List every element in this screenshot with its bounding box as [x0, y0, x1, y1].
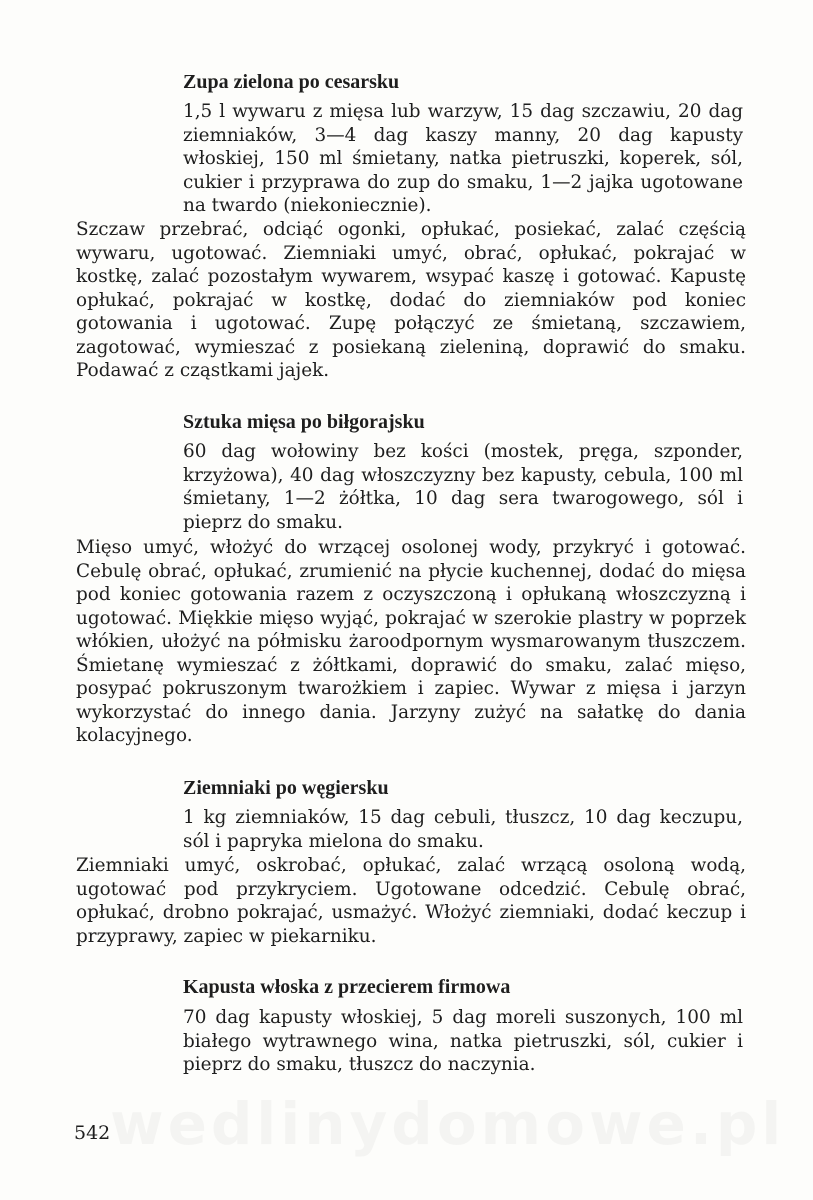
recipe-title-kapusta-wloska: Kapusta włoska z przecierem firmowa — [183, 976, 511, 998]
recipe-title-sztuka-miesa: Sztuka mięsa po biłgorajsku — [183, 411, 425, 433]
recipe-title-ziemniaki: Ziemniaki po węgiersku — [183, 777, 389, 799]
method-sztuka-miesa: Mięso umyć, włożyć do wrzącej osolonej wody, przykryć i gotować. Cebulę obrać, opłukać, zrumienić na płycie kuchennej, dodać do mięsa pod koniec gotowania razem z oczyszczoną i opłukaną włoszczyzną i ugotować. Miękkie mięso wyjąć, pokrajać w szerokie plastry w poprzek włókien, ułożyć na półmisku żaroodpornym wysmarowanym tłuszczem. Śmietanę wymieszać z żółtkami, doprawić do smaku, zalać mięso, posypać pokruszonym twarożkiem i zapiec. Wywar z mięsa i jarzyn wykorzystać do innego dania. Jarzyny zużyć na sałatkę do dania kolacyjnego. — [76, 537, 746, 746]
watermark — [110, 1090, 710, 1158]
method-zupa-zielona: Szczaw przebrać, odciąć ogonki, opłukać, posiekać, zalać częścią wywaru, ugotować. Ziemniaki umyć, obrać, opłukać, pokrajać w kostkę, zalać pozostałym wywarem, wsypać kaszę i gotować. Kapustę opłukać, pokrajać w kostkę, dodać do ziemniaków pod koniec gotowania i ugotować. Zupę połączyć ze śmietaną, szczawiem, zagotować, wymieszać z posiekaną zieleniną, doprawić do smaku. Podawać z cząstkami jajek. — [76, 219, 746, 381]
ingredients-sztuka-miesa: 60 dag wołowiny bez kości (mostek, pręga, szponder, krzyżowa), 40 dag włoszczyzny bez kapusty, cebula, 100 ml śmietany, 1—2 żółtka, 10 dag sera twarogowego, sól i pieprz do smaku. — [183, 441, 743, 533]
ingredients-kapusta-wloska: 70 dag kapusty włoskiej, 5 dag moreli suszonych, 100 ml białego wytrawnego wina, natka pietruszki, sól, cukier i pieprz do smaku, tłuszcz do naczynia. — [183, 1007, 743, 1075]
page-number: 542 — [74, 1122, 111, 1144]
recipe-title-zupa-zielona: Zupa zielona po cesarsku — [183, 71, 400, 93]
ingredients-ziemniaki: 1 kg ziemniaków, 15 dag cebuli, tłuszcz, 10 dag keczupu, sól i papryka mielona do smaku. — [183, 807, 743, 852]
ingredients-zupa-zielona: 1,5 l wywaru z mięsa lub warzyw, 15 dag szczawiu, 20 dag ziemniaków, 3—4 dag kaszy manny, 20 dag kapusty włoskiej, 150 ml śmietany, natka pietruszki, koperek, sól, cukier i przyprawa do zup do smaku, 1—2 jajka ugotowane na twardo (niekoniecznie). — [183, 101, 743, 216]
method-ziemniaki: Ziemniaki umyć, oskrobać, opłukać, zalać wrzącą osoloną wodą, ugotować pod przykryciem. Ugotowane odcedzić. Cebulę obrać, opłukać, drobno pokrajać, usmażyć. Włożyć ziemniaki, dodać keczup i przyprawy, zapiec w piekarniku. — [76, 855, 746, 947]
